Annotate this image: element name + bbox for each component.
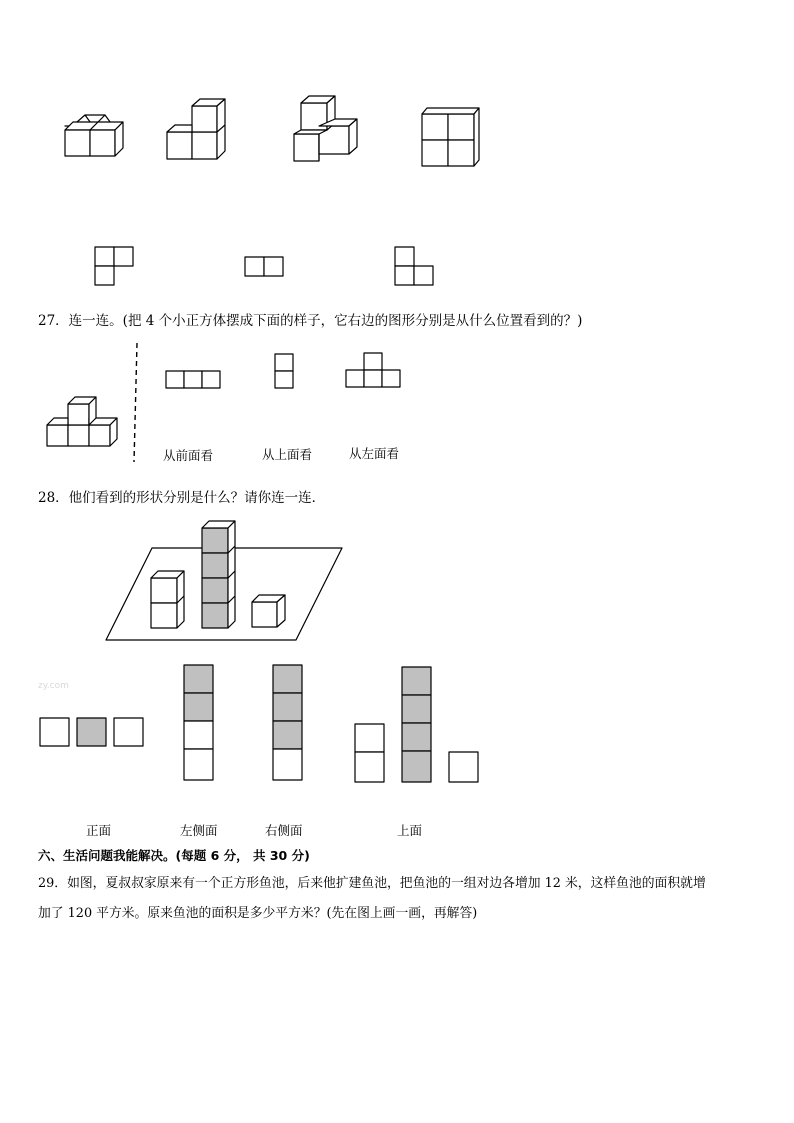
view-shape-3 [395,247,433,285]
q28-stack-middle [202,521,235,628]
cube-figure-1 [65,115,123,156]
dashed-divider [134,343,137,462]
q27-label-top: 从上面看 [262,447,313,462]
q28-label-left-side: 左侧面 [180,823,218,838]
watermark: zy.com [38,681,69,691]
cube-figure-3 [294,96,357,161]
section-heading: 六、生活问题我能解决。(每题 6 分， 共 30 分) [38,848,310,863]
q28-label-front: 正面 [86,823,112,838]
q29-line-1: 29．如图，夏叔叔家原来有一个正方形鱼池，后来他扩建鱼池，把鱼池的一组对边各增加 12 米，这样鱼池的面积就增 [38,876,706,891]
q27-view-a [166,371,220,388]
cube-figure-4 [422,108,479,166]
q28-view-left [184,665,213,780]
q28-view-top [355,667,478,782]
q27-view-b [275,354,293,388]
q28-label-right-side: 右侧面 [265,823,303,838]
q27-question: 27．连一连。(把 4 个小正方体摆成下面的样子，它右边的图形分别是从什么位置看到的？) [38,313,583,329]
view-shape-2 [245,257,283,276]
q27-view-c [346,353,400,387]
q28-question: 28．他们看到的形状分别是什么？请你连一连． [38,490,326,506]
q29-line-2: 加了 120 平方米。原来鱼池的面积是多少平方米？(先在图上画一画，再解答) [38,906,478,921]
q28-view-right [273,665,302,780]
q28-stack-left [151,571,184,628]
view-shape-1 [95,247,133,285]
q28-label-top: 上面 [397,823,423,838]
q28-cube-right [252,595,285,627]
q28-view-front [40,718,143,746]
q27-cube-figure [47,397,117,446]
cube-figure-2 [167,99,225,159]
q27-label-left: 从左面看 [349,446,400,461]
q27-label-front: 从前面看 [163,448,214,463]
